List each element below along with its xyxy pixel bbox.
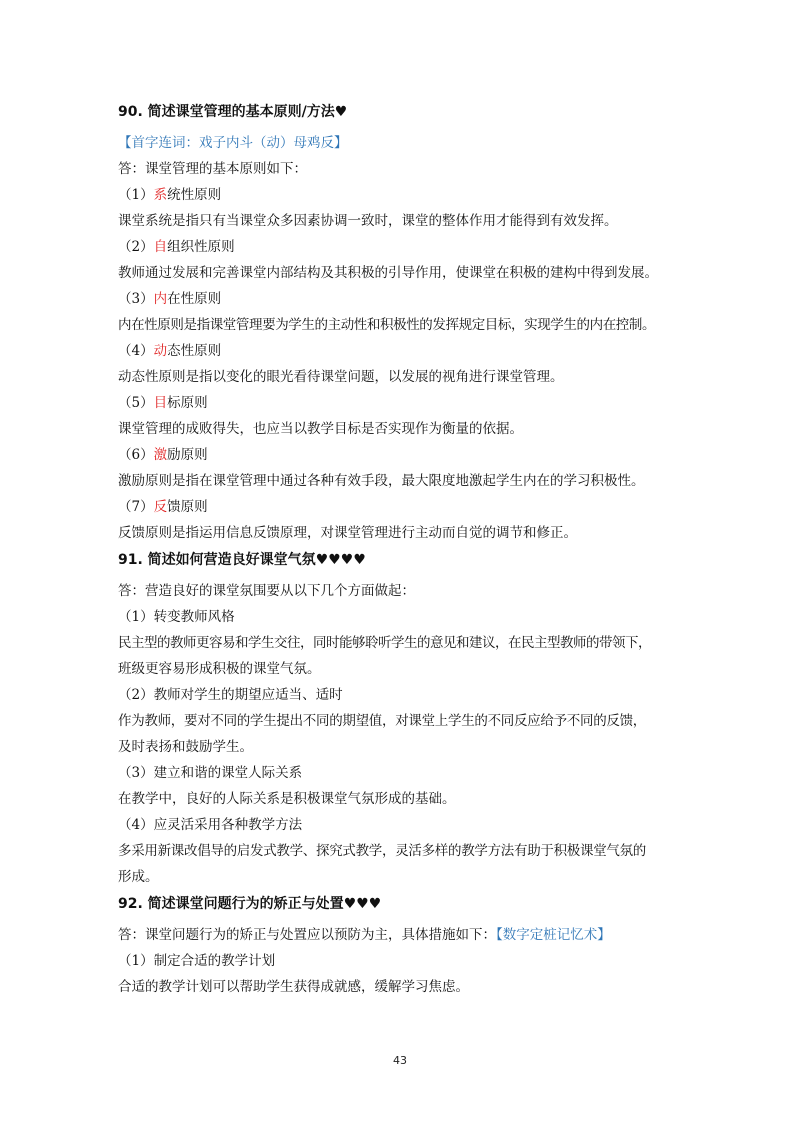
question-90-title-text: 90. 简述课堂管理的基本原则/方法 [118,104,335,120]
principle-3-initial: 内 [153,291,168,307]
principle-4-heading: （4）动态性原则 [118,343,222,359]
question-92-title-text: 92. 简述课堂问题行为的矫正与处置 [118,896,344,912]
factor-1-desc-line1: 民主型的教师更容易和学生交往，同时能够聆听学生的意见和建议，在民主型教师的带领下， [118,635,651,651]
principle-6-desc: 激励原则是指在课堂管理中通过各种有效手段，最大限度地激起学生内在的学习积极性。 [118,473,645,489]
principle-1-desc: 课堂系统是指只有当课堂众多因素协调一致时，课堂的整体作用才能得到有效发挥。 [118,213,618,229]
principle-5-heading: （5）目标原则 [118,395,208,411]
mnemonic-92: 【数字定桩记忆术】 [496,927,611,943]
principle-7-initial: 反 [153,499,168,515]
question-91-title-text: 91. 简述如何营造良好课堂气氛 [118,552,316,568]
question-91-title [118,550,698,570]
mnemonic-90: 【首字连词：戏子内斗（动）母鸡反】 [118,135,348,151]
principle-2-initial: 自 [153,239,168,255]
answer-90-intro: 答：课堂管理的基本原则如下： [118,161,307,177]
factor-2-heading: （2）教师对学生的期望应适当、适时 [118,687,343,703]
question-92-title [118,894,698,914]
principle-2-heading: （2）自组织性原则 [118,239,235,255]
principle-4-desc: 动态性原则是指以变化的眼光看待课堂问题，以发展的视角进行课堂管理。 [118,369,564,385]
principle-2-desc: 教师通过发展和完善课堂内部结构及其积极的引导作用，使课堂在积极的建构中得到发展。 [118,265,658,281]
principle-5-initial: 目 [153,395,168,411]
factor-2-desc-line2: 及时表扬和鼓励学生。 [118,739,253,755]
principle-3-desc: 内在性原则是指课堂管理要为学生的主动性和积极性的发挥规定目标，实现学生的内在控制。 [118,317,656,333]
factor-1-heading: （1）转变教师风格 [118,609,235,625]
document-body [118,102,698,1000]
heart-icon: ♥♥♥ [343,896,382,912]
factor-4-heading: （4）应灵活采用各种教学方法 [118,817,303,833]
answer-92-intro: 答：课堂问题行为的矫正与处置应以预防为主，具体措施如下：【数字定桩记忆术】 [118,927,611,943]
page-number: 43 [393,1054,407,1067]
measure-1-desc: 合适的教学计划可以帮助学生获得成就感，缓解学习焦虑。 [118,979,469,995]
factor-3-heading: （3）建立和谐的课堂人际关系 [118,765,303,781]
principle-7-desc: 反馈原则是指运用信息反馈原理，对课堂管理进行主动而自觉的调节和修正。 [118,525,577,541]
measure-1-heading: （1）制定合适的教学计划 [118,953,276,969]
principle-4-initial: 动 [153,343,168,359]
principle-1-heading: （1）系统性原则 [118,187,222,203]
factor-3-desc-line1: 在教学中，良好的人际关系是积极课堂气氛形成的基础。 [118,791,456,807]
factor-2-desc-line1: 作为教师，要对不同的学生提出不同的期望值，对课堂上学生的不同反应给予不同的反馈， [118,713,646,729]
answer-91-intro: 答：营造良好的课堂氛围要从以下几个方面做起： [118,583,415,599]
question-90-title [118,102,698,122]
principle-6-initial: 激 [153,447,168,463]
factor-4-desc-line2: 形成。 [118,869,159,885]
principle-5-desc: 课堂管理的成败得失，也应当以教学目标是否实现作为衡量的依据。 [118,421,523,437]
principle-6-heading: （6）激励原则 [118,447,208,463]
principle-1-initial: 系 [153,187,168,203]
principle-3-heading: （3）内在性原则 [118,291,222,307]
heart-icon: ♥♥♥♥ [315,552,366,568]
factor-4-desc-line1: 多采用新课改倡导的启发式教学、探究式教学，灵活多样的教学方法有助于积极课堂气氛的 [118,843,646,859]
factor-1-desc-line2: 班级更容易形成积极的课堂气氛。 [118,661,321,677]
heart-icon: ♥ [334,104,348,120]
principle-7-heading: （7）反馈原则 [118,499,208,515]
